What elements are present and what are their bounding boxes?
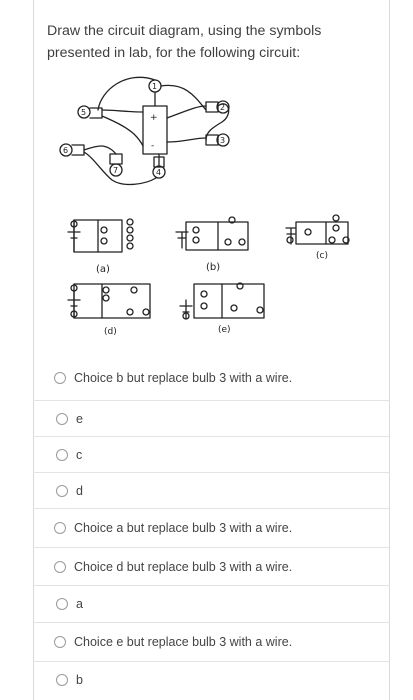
radio-button[interactable] — [54, 522, 66, 534]
question-text: Draw the circuit diagram, using the symbols presented in lab, for the following circuit: — [47, 23, 322, 61]
choice-label: b — [76, 673, 83, 687]
bulb-4-label: 4 — [156, 168, 162, 177]
bulb-7-label: 7 — [113, 166, 119, 175]
choice-a[interactable] — [33, 585, 390, 622]
caption-c: (c) — [316, 251, 328, 261]
choice-label: d — [76, 483, 83, 498]
choice-b-replace-bulb-3[interactable] — [33, 356, 390, 400]
radio-button[interactable] — [54, 561, 66, 573]
radio-button[interactable] — [56, 449, 68, 461]
battery-plus-label: + — [150, 113, 158, 123]
choice-d[interactable] — [33, 472, 390, 508]
caption-a: (a) — [96, 264, 110, 275]
radio-button[interactable] — [56, 674, 68, 686]
radio-button[interactable] — [54, 372, 66, 384]
radio-button[interactable] — [56, 598, 68, 610]
choice-a-replace-bulb-3[interactable] — [33, 508, 390, 547]
bulb-5-label: 5 — [81, 108, 87, 117]
pictorial-circuit — [60, 77, 229, 184]
caption-b: (b) — [206, 262, 221, 273]
choice-label: c — [76, 447, 83, 462]
battery-minus-label: - — [151, 141, 155, 151]
answer-choices — [33, 356, 390, 698]
choice-label: Choice a but replace bulb 3 with a wire. — [74, 521, 293, 535]
choice-label: Choice b but replace bulb 3 with a wire. — [74, 371, 293, 385]
choice-b[interactable] — [33, 661, 390, 698]
choice-d-replace-bulb-3[interactable] — [33, 547, 390, 585]
choice-label: a — [76, 597, 83, 611]
caption-e: (e) — [218, 325, 231, 335]
bulb-2-label: 2 — [220, 103, 226, 112]
schematic-a — [68, 219, 133, 275]
radio-button[interactable] — [56, 413, 68, 425]
choice-e[interactable] — [33, 400, 390, 436]
circuit-figure-drawing — [46, 72, 366, 352]
schematic-d — [68, 284, 150, 337]
schematic-c — [286, 215, 349, 261]
choice-label: e — [76, 411, 83, 426]
schematic-e — [180, 283, 264, 335]
bulb-1-label: 1 — [152, 82, 158, 91]
bulb-6-label: 6 — [63, 146, 69, 155]
radio-button[interactable] — [56, 485, 68, 497]
radio-button[interactable] — [54, 636, 66, 648]
bulb-3-label: 3 — [220, 136, 226, 145]
circuit-figure — [46, 72, 366, 352]
caption-d: (d) — [104, 327, 117, 337]
choice-label: Choice d but replace bulb 3 with a wire. — [74, 559, 293, 574]
choice-e-replace-bulb-3[interactable] — [33, 622, 390, 661]
choice-c[interactable] — [33, 436, 390, 472]
schematic-b — [176, 217, 248, 273]
choice-label: Choice e but replace bulb 3 with a wire. — [74, 635, 293, 649]
